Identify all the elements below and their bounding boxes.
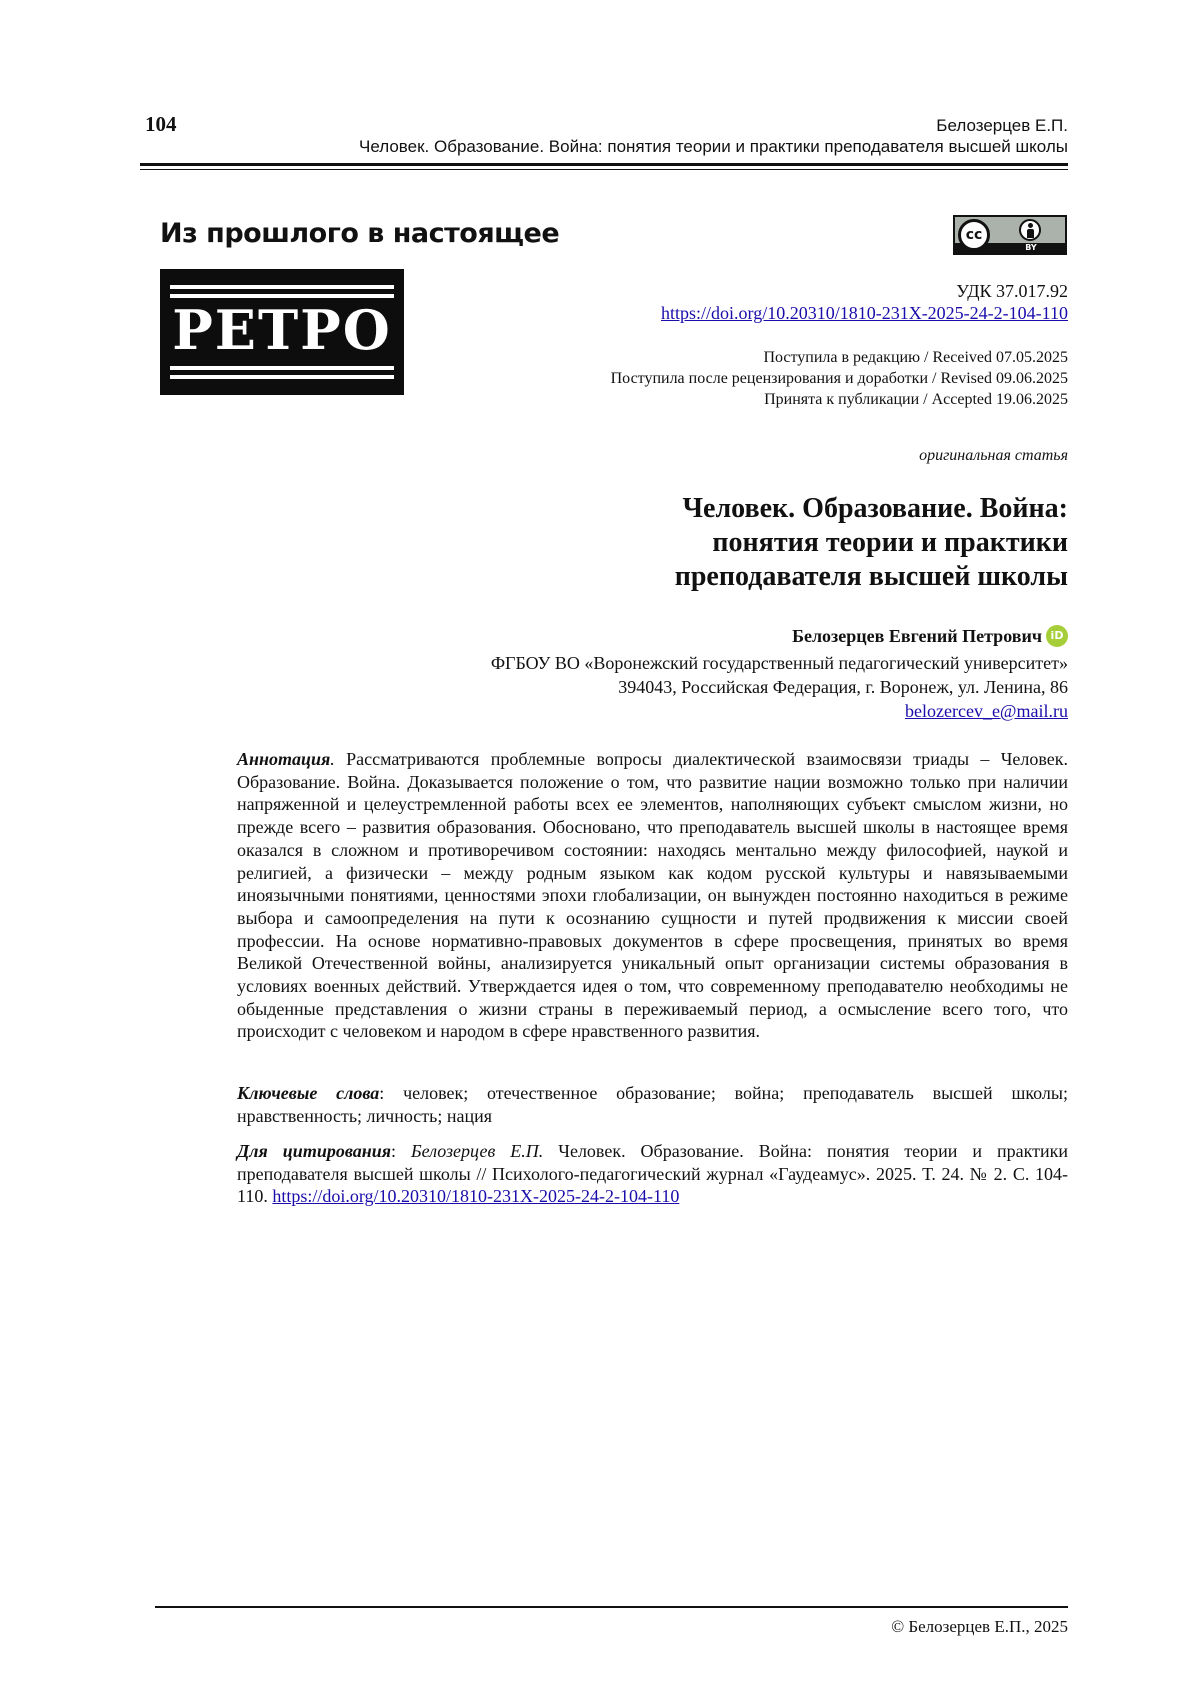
title-line: Человек. Образование. Война: — [682, 493, 1068, 524]
abstract: Аннотация. Рассматриваются проблемные вопросы диалектической взаимосвязи триады – Человек. Образование. Война. Доказывается положение о том, что развитие нации возможно только при наличии напряженной и целеустремленной работы всех ее элементов, наполняющих субъект смыслом жизни, но прежде всего – развития образования. Обосновано, что преподаватель высшей школы в настоящее время оказался в сложном и противоречивом состоянии: находясь ментально между философией, наукой и религией, а физически – между родным языком как кодом русской культуры и навязываемыми иноязычными понятиями, ценностями эпохи глобализации, он вынужден постоянно находиться в режиме выбора и самоопределения на пути к осознанию сущности и путей продвижения к миссии своей профессии. На основе нормативно-правовых документов в сфере просвещения, принятых во время Великой Отечественной войны, анализируется уникальный опыт организации системы образования в условиях военных действий. Утверждается идея о том, что современному преподавателю необходимы не обыденные представления о жизни страны в переживаемый период, а осмысление всего того, что происходит с человеком и народом в сфере нравственного развития. — [237, 749, 1068, 1042]
received-date: Поступила в редакцию / Received 07.05.2025 — [763, 349, 1068, 366]
citation-doi-link[interactable]: https://doi.org/10.20310/1810-231X-2025-24-2-104-110 — [272, 1186, 680, 1207]
revised-date: Поступила после рецензирования и доработки / Revised 09.06.2025 — [610, 370, 1068, 387]
author-line — [792, 625, 1068, 647]
abstract-text: Рассматриваются проблемные вопросы диалектической взаимосвязи триады – Человек. Образование. Война. Доказывается положение о том, что развитие нации возможно только при наличии напряженной и целеустремленной работы всех ее элементов, наполняющих субъект смыслом жизни, но прежде всего – развития образования. Обосновано, что преподаватель высшей школы в настоящее время оказался в сложном и противоречивом состоянии: находясь ментально между философией, наукой и религией, а физически – между родным языком как кодом русской культуры и навязываемыми иноязычными понятиями, ценностями эпохи глобализации, он вынужден постоянно находиться в режиме выбора и самоопределения на пути к осознанию сущности и путей продвижения к миссии своей профессии. На основе нормативно-правовых документов в сфере просвещения, принятых во время Великой Отечественной войны, анализируется уникальный опыт организации системы образования в условиях военных действий. Утверждается идея о том, что современному преподавателю необходимы не обыденные представления о жизни страны в переживаемый период, а осмысление всего того, что происходит с человеком и народом в сфере нравственного развития. — [237, 749, 1068, 1042]
keywords-label: Ключевые слова — [237, 1083, 380, 1103]
logo-word: РЕТРО — [172, 298, 392, 362]
attribution-icon — [1019, 219, 1041, 241]
author-email-link[interactable]: belozercev_e@mail.ru — [905, 701, 1068, 721]
header-rule — [140, 163, 1068, 166]
citation-authors: Белозерцев Е.П. — [411, 1141, 544, 1161]
article-title — [675, 492, 1068, 594]
page-number: 104 — [145, 112, 177, 136]
section-label: Из прошлого в настоящее — [160, 218, 560, 249]
doi-link[interactable]: https://doi.org/10.20310/1810-231X-2025-24-2-104-110 — [661, 303, 1068, 323]
logo-stripe — [170, 285, 394, 289]
orcid-icon[interactable]: iD — [1046, 625, 1068, 647]
author-address: 394043, Российская Федерация, г. Воронеж, ул. Ленина, 86 — [618, 677, 1068, 697]
header-rule-thin — [140, 169, 1068, 170]
accepted-date: Принята к публикации / Accepted 19.06.2025 — [764, 391, 1068, 408]
udk-code: УДК 37.017.92 — [956, 281, 1068, 301]
article-type: оригинальная статья — [919, 447, 1068, 464]
footer-rule — [155, 1606, 1068, 1608]
citation-text: Человек. Образование. Война: понятия теории и практики преподавателя высшей школы // Психолого-педагогический журнал «Гаудеамус». 2025. Т. 24. № 2. С. 104-110. — [237, 1141, 1068, 1207]
publication-dates — [611, 347, 1068, 410]
citation: Для цитирования: Белозерцев Е.П. Человек. Образование. Война: понятия теории и практики преподавателя высшей школы // Психолого-педагогический журнал «Гаудеамус». 2025. Т. 24. № 2. С. 104-110. https://doi.org/10.20310/1810-231X-2025-24-2-104-110 — [237, 1141, 1068, 1207]
author-name: Белозерцев Евгений Петрович — [792, 626, 1042, 646]
title-line: преподавателя высшей школы — [674, 561, 1068, 592]
by-label: BY — [1025, 243, 1037, 252]
keywords: Ключевые слова: человек; отечественное образование; война; преподаватель высшей школы; нравственность; личность; нация — [237, 1083, 1068, 1126]
author-affiliation: ФГБОУ ВО «Воронежский государственный педагогический университет» — [490, 653, 1068, 673]
title-line: понятия теории и практики — [712, 527, 1068, 558]
running-header-author: Белозерцев Е.П. — [936, 116, 1068, 135]
citation-label: Для цитирования — [237, 1141, 392, 1161]
person-body — [1027, 229, 1034, 238]
logo-stripe — [170, 375, 394, 379]
abstract-label: Аннотация — [237, 749, 331, 769]
author-affiliation-block — [491, 651, 1068, 723]
cc-by-license-icon[interactable] — [953, 215, 1067, 255]
copyright-notice: © Белозерцев Е.П., 2025 — [891, 1617, 1068, 1636]
retro-logo — [160, 269, 404, 395]
keywords-text: человек; отечественное образование; война; преподаватель высшей школы; нравственность; личность; нация — [237, 1083, 1068, 1126]
cc-icon: cc — [958, 219, 990, 251]
running-header-title: Человек. Образование. Война: понятия теории и практики преподавателя высшей школы — [359, 137, 1068, 156]
person-head — [1028, 223, 1033, 228]
logo-stripe — [170, 366, 394, 370]
